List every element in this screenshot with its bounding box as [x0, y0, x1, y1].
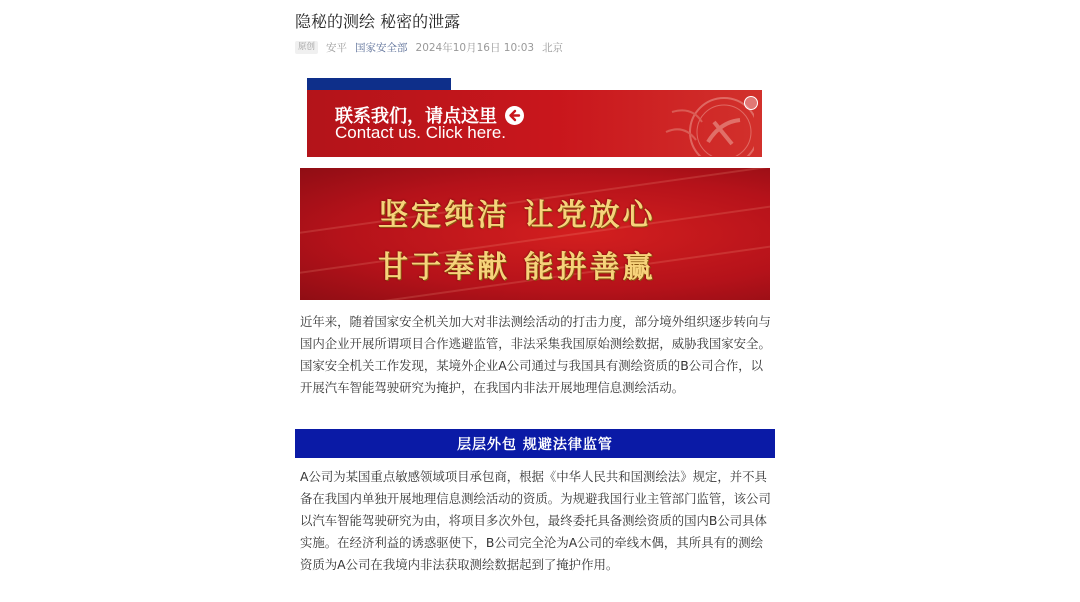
- original-tag: 原创: [295, 41, 318, 54]
- article-title: 隐秘的测绘 秘密的泄露: [295, 12, 461, 31]
- article-paragraph-1: 近年来，随着国家安全机关加大对非法测绘活动的打击力度，部分境外组织逐步转向与国内企业开展所谓项目合作逃避监管，非法采集我国原始测绘数据，威胁我国家安全。国家安全机关工作发现，某境外企业A公司通过与我国具有测绘资质的B公司合作，以开展汽车智能驾驶研究为掩护，在我国内非法开展地理信息测绘活动。: [300, 314, 771, 395]
- article-paragraph-2: A公司为某国重点敏感领域项目承包商，根据《中华人民共和国测绘法》规定，并不具备在我国内单独开展地理信息测绘活动的资质。为规避我国行业主管部门监管，该公司以汽车智能驾驶研究为由，将项目多次外包，最终委托具备测绘资质的国内B公司具体实施。在经济利益的诱惑驱使下，B公司完全沦为A公司的牵线木偶，其所具有的测绘资质为A公司在我境内非法获取测绘数据起到了掩护作用。: [300, 469, 771, 572]
- publish-datetime: 2024年10月16日 10:03: [415, 41, 535, 54]
- slogan-banner: [300, 168, 770, 300]
- section-header: 层层外包 规避法律监管: [295, 429, 775, 458]
- publish-location: 北京: [542, 41, 564, 54]
- slogan-line-1: 坚定纯洁 让党放心: [378, 198, 656, 233]
- banner-corner-icon: [744, 96, 758, 110]
- banner-blue-tab: [307, 78, 451, 90]
- contact-en-text: Contact us. Click here.: [335, 123, 507, 142]
- slogan-line-2: 甘于奉献 能拼善赢: [378, 250, 656, 285]
- banner-red-panel: [307, 90, 762, 157]
- left-arrow-circle-icon: [505, 106, 524, 125]
- contact-us-banner[interactable]: [307, 78, 762, 157]
- contact-cn-label: 联系我们，请点这里: [335, 106, 497, 127]
- party-emblem-icon: [662, 92, 754, 156]
- account-link[interactable]: 国家安全部: [355, 41, 408, 54]
- article-meta: [295, 40, 563, 54]
- author-name: 安平: [326, 41, 348, 54]
